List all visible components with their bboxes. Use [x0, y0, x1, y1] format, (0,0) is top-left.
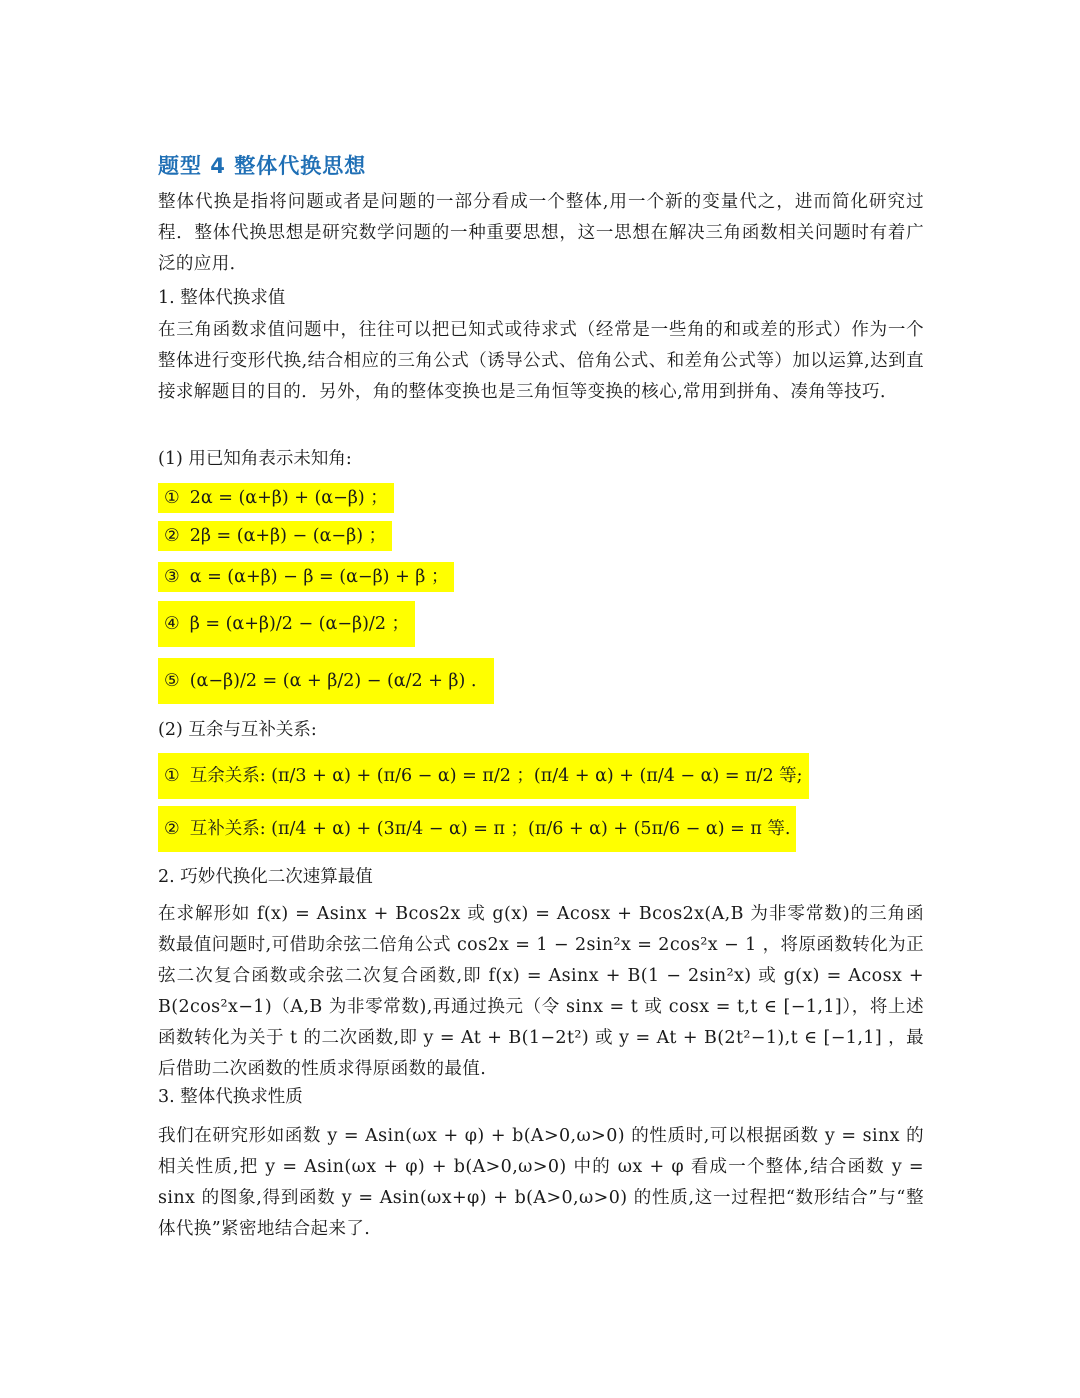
item-number: ① — [164, 766, 180, 786]
item-number: ① — [164, 488, 180, 508]
section-title: 题型 4 整体代换思想 — [158, 154, 367, 178]
formula-item-3 — [158, 562, 454, 592]
item-number: ⑤ — [164, 671, 180, 691]
formula-text: 互余关系: (π/3 + α) + (π/6 − α) = π/2 ；(π/4 + α) + (π/4 − α) = π/2 等; — [189, 766, 803, 786]
formula-text: α = (α+β) − β = (α−β) + β ； — [189, 567, 449, 587]
relation-item-2 — [158, 806, 796, 852]
item-number: ③ — [164, 567, 180, 587]
item-number: ④ — [164, 614, 180, 634]
item-number: ② — [164, 526, 180, 546]
heading-2: 2. 巧妙代换化二次速算最值 — [158, 867, 373, 887]
formula-text: β = (α+β)/2 − (α−β)/2 ； — [189, 614, 410, 634]
relation-item-1 — [158, 753, 809, 799]
section1-paragraph: 在三角函数求值问题中，往往可以把已知式或待求式（经常是一些角的和或差的形式）作为一个整体进行变形代换,结合相应的三角公式（诱导公式、倍角公式、和差角公式等）加以运算,达到直接求解题目的目的．另外，角的整体变换也是三角恒等变换的核心,常用到拼角、凑角等技巧． — [158, 320, 924, 402]
formula-text: (α−β)/2 = (α + β/2) − (α/2 + β) ． — [189, 671, 489, 691]
section3-paragraph: 我们在研究形如函数 y = Asin(ωx + φ) + b(A>0,ω>0) 的性质时,可以根据函数 y = sinx 的相关性质,把 y = Asin(ωx + φ) + b(A>0,ω>0) 中的 ωx + φ 看成一个整体,结合函数 y = sinx 的图象,得到函数 y = Asin(ωx+φ) + b(A>0,ω>0) 的性质,这一过程把“数形结合”与“整体代换”紧密地结合起来了. — [158, 1126, 924, 1239]
formula-text: 2α = (α+β) + (α−β) ； — [189, 488, 388, 508]
formula-text: 2β = (α+β) − (α−β) ； — [189, 526, 387, 546]
item-number: ② — [164, 819, 180, 839]
heading-3: 3. 整体代换求性质 — [158, 1087, 303, 1107]
intro-paragraph: 整体代换是指将问题或者是问题的一部分看成一个整体,用一个新的变量代之，进而简化研究过程．整体代换思想是研究数学问题的一种重要思想，这一思想在解决三角函数相关问题时有着广泛的应用． — [158, 192, 924, 274]
section2-paragraph: 在求解形如 f(x) = Asinx + Bcos2x 或 g(x) = Acosx + Bcos2x(A,B 为非零常数)的三角函数最值问题时,可借助余弦二倍角公式 cos2x = 1 − 2sin²x = 2cos²x − 1 ，将原函数转化为正弦二次复合函数或余弦二次复合函数,即 f(x) = Asinx + B(1 − 2sin²x) 或 g(x) = Acosx + B(2cos²x−1)（A,B 为非零常数),再通过换元（令 sinx = t 或 cosx = t,t ∈ [−1,1]），将上述函数转化为关于 t 的二次函数,即 y = At + B(1−2t²) 或 y = At + B(2t²−1),t ∈ [−1,1] ，最后借助二次函数的性质求得原函数的最值. — [158, 904, 924, 1079]
subheading-complementary: (2) 互余与互补关系: — [158, 720, 317, 740]
formula-item-4 — [158, 601, 415, 647]
formula-item-1 — [158, 483, 394, 513]
formula-item-2 — [158, 521, 392, 551]
formula-text: 互补关系: (π/4 + α) + (3π/4 − α) = π ；(π/6 + α) + (5π/6 − α) = π 等. — [189, 819, 791, 839]
heading-1: 1. 整体代换求值 — [158, 288, 286, 308]
subheading-known-angles: (1) 用已知角表示未知角: — [158, 449, 352, 469]
formula-item-5 — [158, 658, 494, 704]
